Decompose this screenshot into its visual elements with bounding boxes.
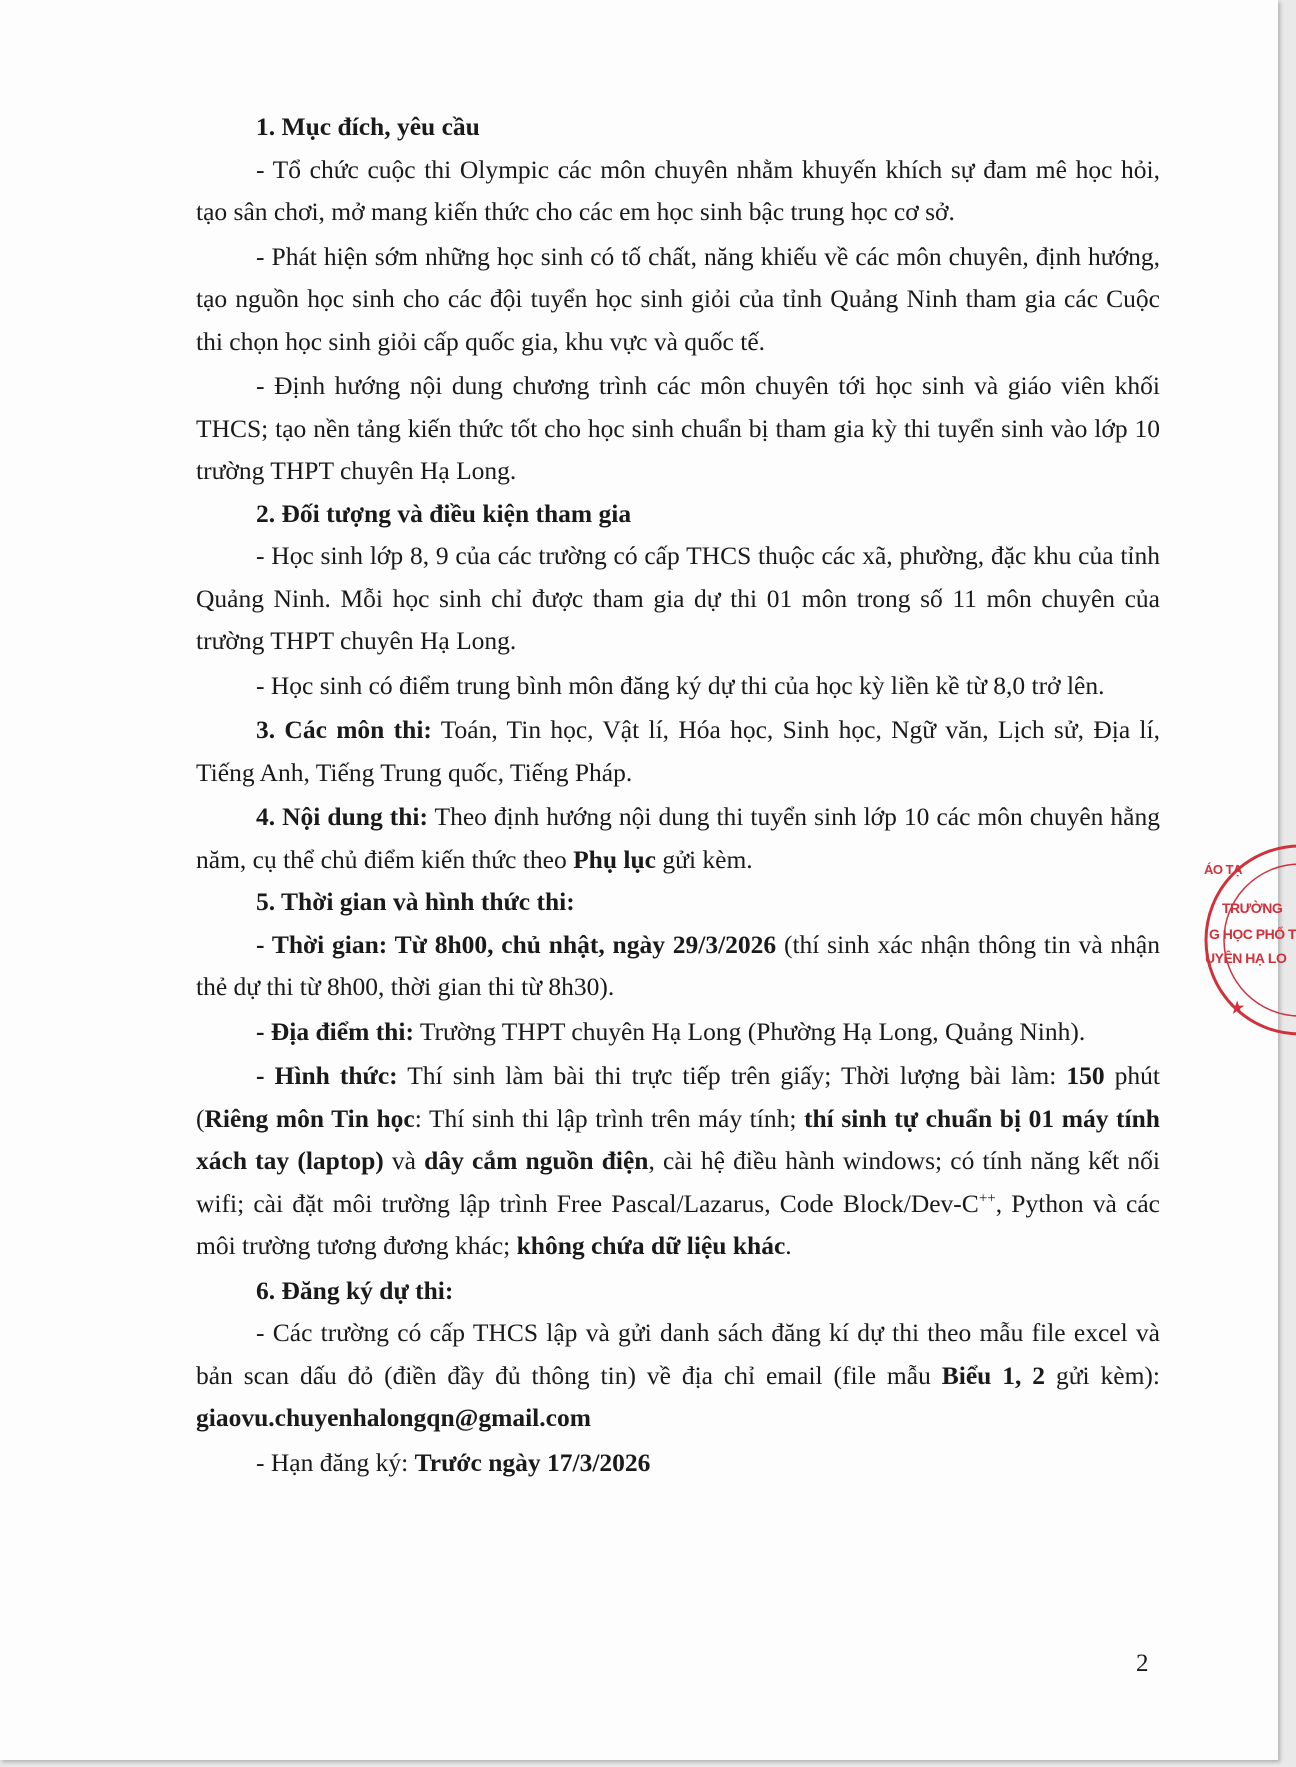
page-number: 2 — [1136, 1650, 1149, 1677]
stamp-text-4: UYÊN HẠ LO — [1205, 950, 1287, 966]
form-bold: Riêng môn Tin học — [204, 1103, 415, 1133]
section-5-form — [196, 1055, 1160, 1268]
section-1-item-2: - Phát hiện sớm những học sinh có tố chất, năng khiếu về các môn chuyên, định hướng, tạo nguồn học sinh cho các đội tuyển học sinh giỏi của tỉnh Quảng Ninh tham gia các Cuộc thi chọn học sinh giỏi cấp quốc gia, khu vực và quốc tế. — [196, 241, 1160, 356]
form-label: - Hình thức: — [256, 1061, 398, 1090]
document-body — [196, 106, 1160, 1484]
stamp-star-icon: ★ — [1230, 1000, 1244, 1017]
section-4-text: Theo định hướng nội dung thi tuyển sinh lớp 10 các môn chuyên hằng năm, cụ thể chủ điểm kiến thức theo — [196, 802, 1160, 874]
section-4 — [196, 796, 1160, 881]
section-2-item-1: - Học sinh lớp 8, 9 của các trường có cấp THCS thuộc các xã, phường, đặc khu của tỉnh Quảng Ninh. Mỗi học sinh chỉ được tham gia dự thi 01 môn trong số 11 môn chuyên của trường THPT chuyên Hạ Long. — [196, 541, 1160, 655]
section-3 — [196, 709, 1160, 794]
section-2-heading: 2. Đối tượng và điều kiện tham gia — [256, 498, 632, 528]
form-text: phút ( — [196, 1061, 1161, 1133]
time-label: - Thời gian: Từ 8h00, chủ nhật, ngày 29/3/2026 — [256, 929, 777, 959]
section-4-bold: Phụ lục — [573, 844, 656, 874]
red-seal-stamp — [1200, 842, 1296, 1038]
section-3-label: 3. Các môn thi: — [256, 715, 432, 744]
form-text: : Thí sinh thi lập trình trên máy tính; — [414, 1103, 804, 1133]
registration-text: - Các trường có cấp THCS lập và gửi danh sách đăng kí dự thi theo mẫu file excel và bản scan dấu đỏ (điền đầy đủ thông tin) về địa chỉ email (file mẫu — [196, 1318, 1160, 1390]
section-2-item-2: - Học sinh có điểm trung bình môn đăng ký dự thi của học kỳ liền kề từ 8,0 trở lên. — [256, 670, 1105, 700]
section-6-heading: 6. Đăng ký dự thi: — [256, 1275, 454, 1305]
section-3-text: Toán, Tin học, Vật lí, Hóa học, Sinh học, Ngữ văn, Lịch sử, Địa lí, Tiếng Anh, Tiếng Trung quốc, Tiếng Pháp. — [196, 715, 1160, 787]
section-5-time — [196, 924, 1160, 1009]
deadline-value: Trước ngày 17/3/2026 — [414, 1447, 651, 1477]
section-6-deadline — [196, 1442, 1160, 1485]
registration-email: giaovu.chuyenhalongqn@gmail.com — [196, 1403, 591, 1432]
form-text: và — [383, 1146, 425, 1175]
form-duration: 150 — [1066, 1061, 1105, 1090]
stamp-text-1: ÁO TẠ — [1204, 862, 1242, 877]
stamp-text-2: TRƯỜNG — [1222, 900, 1283, 916]
form-bold: không chứa dữ liệu khác — [516, 1231, 786, 1260]
form-text: , cài hệ điều hành windows; có tính năng kết nối wifi; cài đặt môi trường lập trình Free Pascal/Lazarus, Code Block/Dev-C — [196, 1146, 1160, 1218]
registration-text: gửi kèm): — [1045, 1360, 1161, 1390]
form-sup: ++ — [978, 1190, 996, 1206]
section-4-label: 4. Nội dung thi: — [256, 802, 428, 831]
form-text: , Python và các môi trường tương đương khác; — [196, 1188, 1160, 1260]
section-6-registration — [196, 1312, 1160, 1440]
place-text: Trường THPT chuyên Hạ Long (Phường Hạ Long, Quảng Ninh). — [413, 1016, 1086, 1046]
stamp-text-3: G HỌC PHỔ T — [1209, 926, 1296, 942]
section-1-item-3: - Định hướng nội dung chương trình các môn chuyên tới học sinh và giáo viên khối THCS; tạo nền tảng kiến thức tốt cho học sinh chuẩn bị tham gia kỳ thi tuyển sinh vào lớp 10 trường THPT chuyên Hạ Long. — [196, 371, 1160, 485]
form-text: . — [785, 1231, 792, 1260]
section-5-heading: 5. Thời gian và hình thức thi: — [256, 887, 575, 916]
place-label: - Địa điểm thi: — [256, 1016, 414, 1046]
form-bold: dây cắm nguồn điện — [424, 1146, 649, 1175]
section-1-heading: 1. Mục đích, yêu cầu — [256, 112, 480, 141]
form-bold: thí sinh tự chuẩn bị 01 máy tính xách tay (laptop) — [196, 1103, 1160, 1175]
section-5-place — [196, 1011, 1160, 1054]
section-4-tail: gửi kèm. — [656, 844, 753, 874]
section-1-item-1: - Tổ chức cuộc thi Olympic các môn chuyên nhằm khuyến khích sự đam mê học hỏi, tạo sân chơi, mở mang kiến thức cho các em học sinh bậc trung học cơ sở. — [196, 154, 1160, 226]
time-text: (thí sinh xác nhận thông tin và nhận thẻ dự thi từ 8h00, thời gian thi từ 8h30). — [196, 929, 1160, 1001]
registration-forms: Biểu 1, 2 — [941, 1360, 1046, 1390]
deadline-label: - Hạn đăng ký: — [256, 1447, 415, 1477]
form-text: Thí sinh làm bài thi trực tiếp trên giấy; Thời lượng bài làm: — [397, 1061, 1067, 1090]
